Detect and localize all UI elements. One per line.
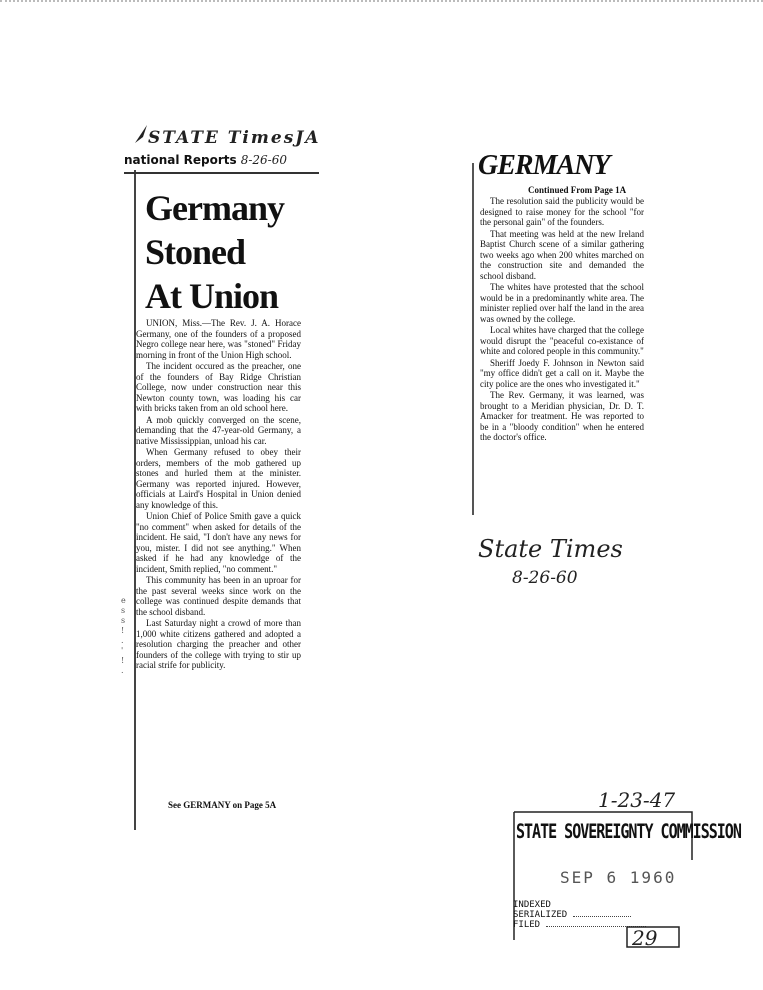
paragraph: This community has been in an uproar for the past several weeks since work on the college was continued despite demands that the school disband. bbox=[136, 575, 301, 617]
article-body-left bbox=[136, 318, 301, 672]
top-dotted-border bbox=[0, 0, 763, 8]
right-clipping-rule bbox=[472, 163, 474, 515]
paragraph: Union Chief of Police Smith gave a quick "no comment" when asked for details of the incident. He said, "I don't have any news for you, mister. I did not see anything." When asked if he had any knowledge of the incident, Smith replied, "no comment." bbox=[136, 511, 301, 574]
paragraph: Local whites have charged that the college would disrupt the "peaceful co-existance of white and colored people in this community." bbox=[480, 325, 644, 356]
headline-line: Germany bbox=[145, 188, 284, 228]
paragraph: The whites have protested that the school would be in a predominantly white area. The minister replied over half the land in the area was owned by the college. bbox=[480, 282, 644, 324]
stamp-title: STATE SOVEREIGNTY COMMISSION bbox=[516, 820, 741, 844]
paragraph: A mob quickly converged on the scene, demanding that the 47-year-old Germany, a native Mississippian, unload his car. bbox=[136, 414, 301, 446]
paragraph: The resolution said the publicity would be designed to raise money for the school "for the personal gain" of the founders. bbox=[480, 196, 644, 227]
headline-line: At Union bbox=[145, 276, 279, 316]
stamp-filed: FILED bbox=[513, 920, 541, 930]
stamp-indexed: INDEXED bbox=[513, 900, 551, 910]
section-date: 8-26-60 bbox=[240, 153, 287, 167]
quill-icon bbox=[133, 123, 149, 145]
handwritten-date: 8-26-60 bbox=[512, 568, 578, 588]
paragraph: Last Saturday night a crowd of more than 1,000 white citizens gathered and adopted a resolution charging the preacher and other founders of the college with trying to stir up racial strife for publicity. bbox=[136, 618, 301, 670]
paragraph: The incident occured as the preacher, one of the founders of Bay Ridge Christian College, now under construction near this Newton county town, was loading his car with bricks taken from an old school here. bbox=[136, 361, 301, 413]
paragraph: Sheriff Joedy F. Johnson in Newton said "my office didn't get a call on it. Maybe the city police are the ones who investigated it." bbox=[480, 357, 644, 389]
paragraph: That meeting was held at the new Ireland Baptist Church scene of a similar gathering two weeks ago when 200 whites marched on the construction site and demanded the school disband. bbox=[480, 228, 644, 281]
stamp-serialized: SERIALIZED bbox=[513, 910, 568, 920]
paragraph: UNION, Miss.—The Rev. J. A. Horace Germany, one of the founders of a proposed Negro college near here, was "stoned" Friday morning in front of the Union High school. bbox=[136, 318, 301, 360]
margin-marks: e s s ! . ' ! . bbox=[121, 596, 126, 675]
handwritten-source: State Times bbox=[478, 535, 623, 563]
section-label: national Reports 8-26-60 bbox=[124, 153, 287, 167]
headline bbox=[145, 186, 310, 318]
paragraph: The Rev. Germany, it was learned, was brought to a Meridian physician, Dr. D. T. Amacker for treatment. He was reported to be in a "bloody condition" when he entered the doctor's office. bbox=[480, 390, 644, 442]
stamp-handwritten-number: 29 bbox=[632, 926, 658, 950]
article-body-right bbox=[480, 196, 644, 444]
file-number: 1-23-47 bbox=[598, 788, 676, 812]
masthead-underline bbox=[124, 172, 319, 174]
continued-from: Continued From Page 1A bbox=[528, 185, 627, 195]
continuation-headline: GERMANY bbox=[478, 150, 610, 181]
continuation-line: See GERMANY on Page 5A bbox=[168, 800, 277, 810]
headline-line: Stoned bbox=[145, 232, 246, 272]
paragraph: When Germany refused to obey their orders, members of the mob gathered up stones and hurled them at the minister. Germany was reported injured. However, officials at Laird's Hospital in Union denied any knowledge of this. bbox=[136, 447, 301, 510]
stamp-date: SEP 6 1960 bbox=[560, 868, 677, 887]
masthead: STATE TimesJA bbox=[148, 128, 321, 148]
